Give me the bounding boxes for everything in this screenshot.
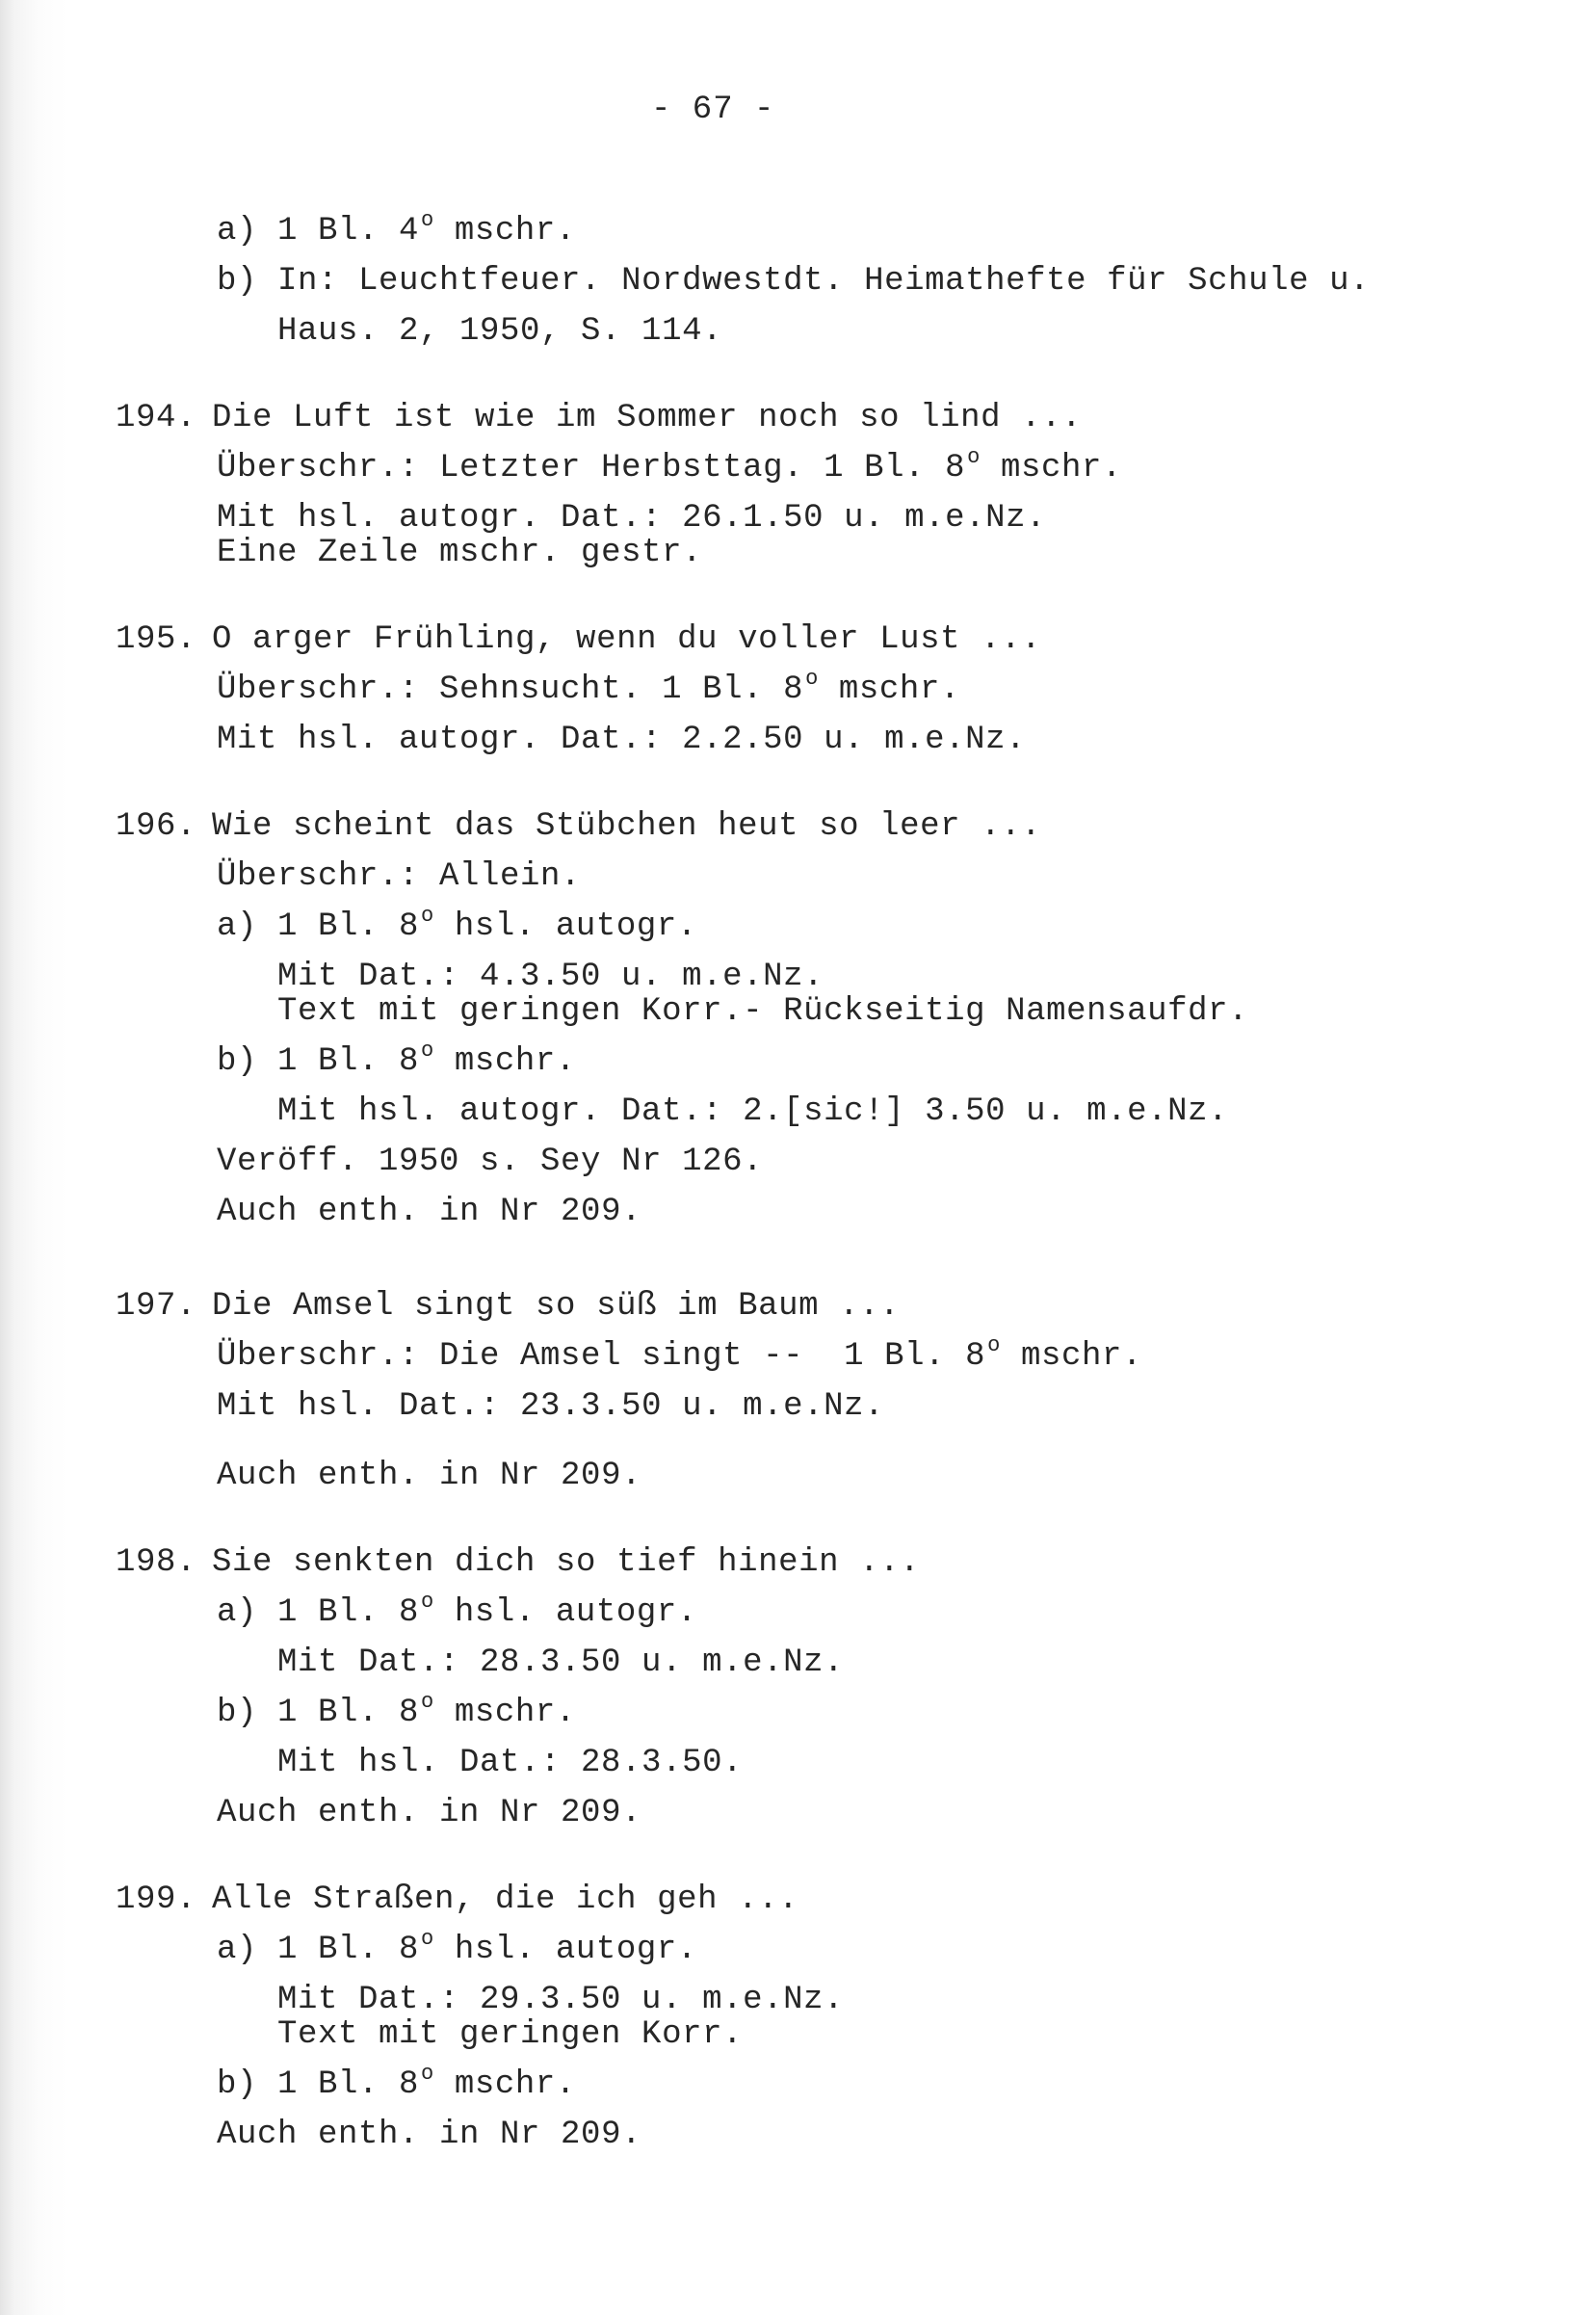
line-text: a) 1 Bl. 8 <box>217 1594 420 1631</box>
line-text: Mit hsl. Dat.: 28.3.50. <box>277 1745 744 1781</box>
entry-line <box>217 1039 576 1084</box>
format-superscript: o <box>987 1333 1001 1357</box>
entry-number: 197. <box>116 1288 197 1325</box>
line-text-tail: hsl. autogr. <box>433 1594 697 1631</box>
format-superscript: o <box>421 1927 434 1951</box>
entry-line <box>217 208 576 253</box>
entry-number: 194. <box>116 400 197 436</box>
entry-line <box>217 1333 1142 1379</box>
entry-number: 195. <box>116 621 197 658</box>
line-text-tail: mschr. <box>433 2066 576 2103</box>
entry-heading-198 <box>116 1543 920 1582</box>
line-text-tail: hsl. autogr. <box>433 908 697 945</box>
entry-line <box>277 1981 844 2019</box>
line-text: Überschr.: Sehnsucht. 1 Bl. 8 <box>217 671 804 708</box>
entry-line <box>277 1644 844 1682</box>
line-text: O arger Frühling, wenn du voller Lust ... <box>212 621 1042 658</box>
line-text: Wie scheint das Stübchen heut so leer ... <box>212 808 1042 845</box>
entry-line <box>217 721 1026 759</box>
entry-line <box>217 904 697 949</box>
line-text-tail: mschr. <box>980 450 1122 487</box>
line-text: Auch enth. in Nr 209. <box>217 1795 642 1831</box>
line-text: b) 1 Bl. 8 <box>217 2066 420 2103</box>
entry-line <box>217 1457 641 1495</box>
format-superscript: o <box>421 1590 434 1614</box>
line-text: a) 1 Bl. 8 <box>217 1932 420 1968</box>
entry-line <box>217 2116 641 2154</box>
entry-heading-194 <box>116 399 1082 437</box>
line-text: b) 1 Bl. 8 <box>217 1043 420 1080</box>
line-text: Die Amsel singt so süß im Baum ... <box>212 1288 901 1325</box>
entry-line <box>277 992 1248 1031</box>
line-text: Eine Zeile mschr. gestr. <box>217 535 703 571</box>
line-text: Veröff. 1950 s. Sey Nr 126. <box>217 1144 764 1180</box>
entry-heading-199 <box>116 1881 798 1919</box>
format-superscript: o <box>967 445 981 469</box>
entry-number: 196. <box>116 808 197 845</box>
line-text-tail: mschr. <box>433 213 576 250</box>
line-text: Mit Dat.: 28.3.50 u. m.e.Nz. <box>277 1644 845 1681</box>
entry-line <box>277 312 722 351</box>
line-text-tail: mschr. <box>433 1043 576 1080</box>
line-text: a) 1 Bl. 4 <box>217 213 420 250</box>
entry-number: 199. <box>116 1881 197 1918</box>
line-text: Haus. 2, 1950, S. 114. <box>277 313 723 350</box>
entry-line <box>217 1794 641 1832</box>
line-text-tail: hsl. autogr. <box>433 1932 697 1968</box>
line-text: Mit hsl. autogr. Dat.: 26.1.50 u. m.e.Nz. <box>217 500 1047 537</box>
entry-line <box>217 1143 763 1181</box>
entry-line <box>217 445 1122 490</box>
entry-line <box>217 857 581 896</box>
line-text-tail: mschr. <box>1000 1338 1142 1375</box>
line-text: Überschr.: Allein. <box>217 858 582 895</box>
entry-line <box>217 1193 641 1231</box>
line-text: Mit Dat.: 29.3.50 u. m.e.Nz. <box>277 1982 845 2018</box>
entry-number: 198. <box>116 1544 197 1581</box>
format-superscript: o <box>421 1690 434 1714</box>
line-text: Überschr.: Letzter Herbsttag. 1 Bl. 8 <box>217 450 966 487</box>
format-superscript: o <box>805 667 819 691</box>
line-text-tail: mschr. <box>433 1695 576 1731</box>
line-text: Überschr.: Die Amsel singt -- 1 Bl. 8 <box>217 1338 986 1375</box>
line-text: Mit hsl. autogr. Dat.: 2.2.50 u. m.e.Nz. <box>217 722 1027 758</box>
entry-heading-196 <box>116 807 1041 846</box>
entry-line <box>277 1092 1228 1131</box>
entry-heading-197 <box>116 1287 900 1326</box>
line-text: a) 1 Bl. 8 <box>217 908 420 945</box>
page-number: - 67 - <box>651 92 775 128</box>
format-superscript: o <box>421 2062 434 2086</box>
entry-line <box>217 2062 576 2107</box>
entry-line <box>217 667 960 712</box>
entry-line <box>217 499 1046 538</box>
entry-line <box>217 1590 697 1635</box>
entry-line <box>217 262 1370 301</box>
line-text: b) 1 Bl. 8 <box>217 1695 420 1731</box>
line-text: Auch enth. in Nr 209. <box>217 1458 642 1494</box>
line-text: Die Luft ist wie im Sommer noch so lind ... <box>212 400 1083 436</box>
entry-line <box>217 1387 884 1426</box>
entry-heading-195 <box>116 620 1041 659</box>
line-text: Mit hsl. Dat.: 23.3.50 u. m.e.Nz. <box>217 1388 885 1425</box>
format-superscript: o <box>421 208 434 232</box>
line-text: Alle Straßen, die ich geh ... <box>212 1881 799 1918</box>
line-text: Text mit geringen Korr. <box>277 2016 744 2053</box>
entry-line <box>277 1744 743 1782</box>
line-text: Mit hsl. autogr. Dat.: 2.[sic!] 3.50 u. m.e.Nz. <box>277 1093 1229 1130</box>
entry-line <box>217 534 702 572</box>
line-text: Sie senkten dich so tief hinein ... <box>212 1544 921 1581</box>
line-text: Auch enth. in Nr 209. <box>217 2117 642 2153</box>
format-superscript: o <box>421 904 434 928</box>
line-text: b) In: Leuchtfeuer. Nordwestdt. Heimathefte für Schule u. <box>217 263 1371 300</box>
entry-line <box>277 958 824 996</box>
entry-line <box>217 1690 576 1735</box>
format-superscript: o <box>421 1039 434 1063</box>
line-text: Text mit geringen Korr.- Rückseitig Namensaufdr. <box>277 993 1249 1030</box>
entry-line <box>217 1927 697 1972</box>
line-text: Auch enth. in Nr 209. <box>217 1194 642 1230</box>
line-text-tail: mschr. <box>818 671 960 708</box>
line-text: Mit Dat.: 4.3.50 u. m.e.Nz. <box>277 959 824 995</box>
entry-line <box>277 2015 743 2054</box>
